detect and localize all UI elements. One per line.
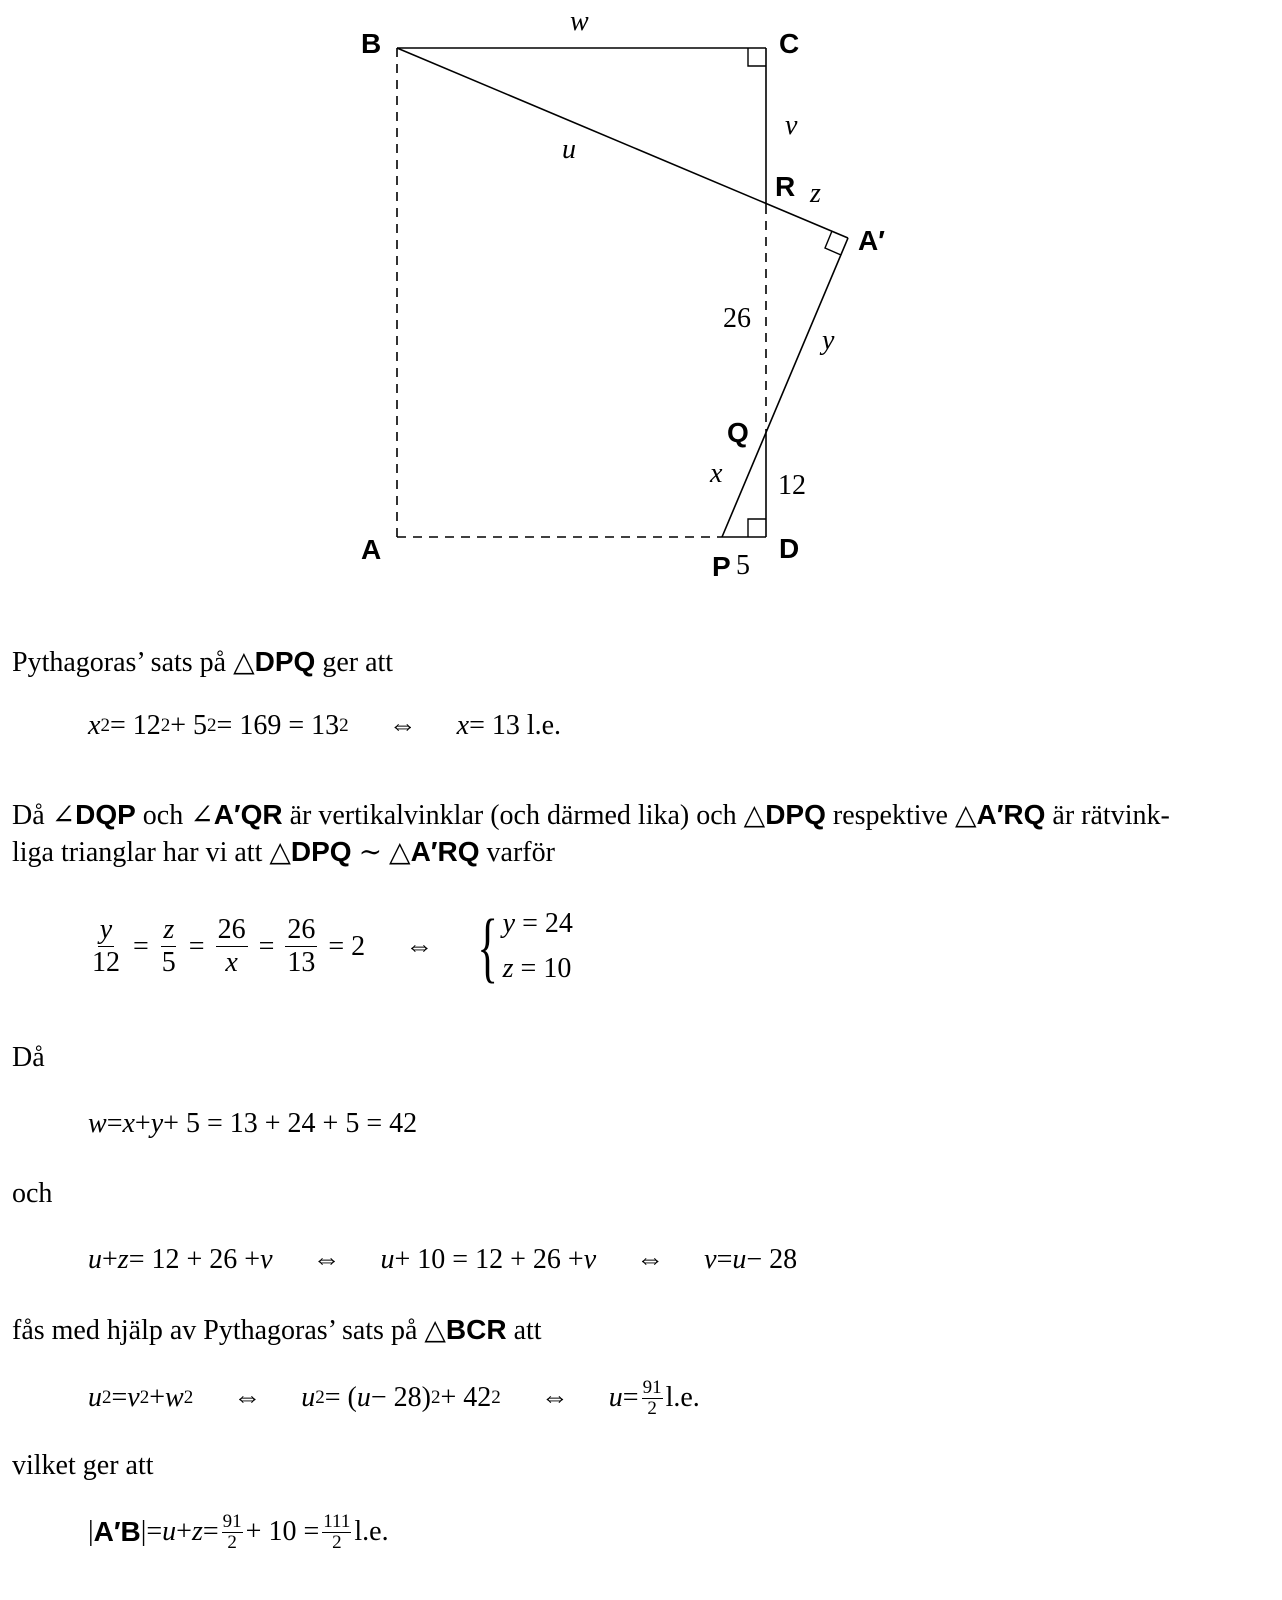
iff-symbol: ⇔ [233,1382,262,1414]
segment-ba-prime [397,48,848,238]
point-r-label: R [775,171,796,202]
var-v: v [583,1244,597,1275]
equation-v [88,1246,797,1274]
var-u: u [88,1244,102,1275]
length-x-label: x [710,458,723,489]
iff-symbol: ⇔ [636,1244,665,1275]
iff-symbol: ⇔ [388,710,417,741]
text-span: ger att [315,647,394,678]
fraction-z-5: $\frac{z}{5}$ [161,914,176,979]
iff-symbol: ⇔ [312,1244,341,1275]
text-span: − 28 [746,1244,798,1275]
var-w: w [165,1382,184,1414]
abs-bar: | [140,1516,147,1548]
var-y: y [150,1108,164,1139]
length-26-label: 26 [723,303,751,334]
triangle-symbol: △ [233,647,255,678]
text-span: + [102,1244,118,1275]
text-span: + [176,1516,192,1548]
var-u: u [380,1244,395,1275]
length-w-label: w [570,6,589,37]
text-span: l.e. [354,1516,389,1548]
angle-aqr: A′QR [213,799,283,830]
segment-ab: A′B [93,1516,141,1548]
fraction-26-13: $\frac{26}{13}$ [287,914,316,979]
point-p-label: P [712,551,731,582]
text-span: = 2 [328,930,366,962]
text-span: + [149,1382,166,1414]
var-u: u [356,1382,371,1414]
text-span: = [146,1516,163,1548]
var-u: u [608,1382,623,1414]
var-x: x [122,1108,135,1139]
fraction-91-2: $\frac{91}{2}$ [222,1511,242,1553]
triangle-bcr: BCR [445,1314,507,1345]
length-12-label: 12 [778,470,806,501]
text-span: + [134,1108,151,1139]
paragraph-da: Då [12,1042,45,1073]
text-span: = 10 [513,952,572,984]
var-z: z [117,1244,129,1275]
point-a-label: A [361,534,382,565]
fraction-26-x: $\frac{26}{x}$ [217,914,246,979]
paragraph-vilket: vilket ger att [12,1450,154,1481]
length-5-label: 5 [736,550,750,581]
equation-x: x 2 = 12 2 + 5 2 = 169 = 13 2 ⇔ x = 13 l.e. [88,710,562,741]
length-u-label: u [562,134,576,165]
text-span: + 42 [440,1382,492,1414]
text-span: Pythagoras’ sats på [12,647,234,678]
text-span: varför [479,837,555,868]
text-span: är rätvink- [1045,800,1170,831]
text-span: Då ∠ [12,800,76,831]
right-angle-c [748,48,766,66]
equation-u: u 2 = v 2 + w 2 ⇔ u 2 = ( u − 28) 2 + 42 2 ⇔ u = $\frac{91}{2}$ l.e. [88,1377,700,1419]
var-v: v [260,1244,273,1275]
var-y: y [502,908,516,939]
var-x: x [456,710,470,741]
text-span: = 13 l.e. [469,710,562,741]
geometry-figure [0,0,1282,610]
text-span: respektive △ [825,800,977,831]
length-v-label: v [785,110,798,141]
var-u: u [301,1382,316,1414]
text-span: + 5 = 13 + 24 + 5 = 42 [163,1108,418,1139]
text-span: ∼ △ [351,837,411,868]
text-span: = 12 [109,710,161,741]
text-span: l.e. [665,1382,700,1414]
abs-bar: | [88,1516,94,1548]
text-span: = [111,1382,128,1414]
triangle-dpq: DPQ [290,836,352,867]
paragraph-och: och [12,1178,53,1209]
iff-symbol: ⇔ [540,1382,569,1414]
triangle-arq: A′RQ [976,799,1046,830]
paragraph-vertical-angles [12,801,1170,830]
angle-dqp: DQP [75,799,136,830]
var-v: v [704,1244,717,1275]
fraction-y-12: $\frac{y}{12}$ [92,914,120,979]
var-v: v [127,1382,140,1414]
triangle-arq: A′RQ [410,836,480,867]
text-span: + 5 [170,710,208,741]
text-span: = 169 = 13 [216,710,340,741]
text-span: är vertikalvinklar (och därmed lika) och △ [282,800,766,831]
right-angle-d [748,519,766,537]
iff-symbol: ⇔ [405,930,434,962]
text-span: + 10 = 12 + 26 + [394,1244,584,1275]
var-u: u [732,1244,747,1275]
triangle-dpq: DPQ [765,799,826,830]
fraction-111-2: $\frac{111}{2}$ [323,1511,351,1553]
text-span: fås med hjälp av Pythagoras’ sats på △ [12,1315,446,1346]
equation-ab-length [88,1512,389,1553]
text-span: = 24 [515,908,573,939]
var-u: u [162,1516,177,1548]
paragraph-pythagoras-dpq [12,648,393,677]
triangle-dpq: DPQ [254,646,316,677]
equation-w [88,1110,417,1138]
equation-system [503,902,573,992]
var-u: u [88,1382,102,1414]
point-c-label: C [779,28,800,59]
text-span: = [106,1108,123,1139]
text-span: liga trianglar har vi att △ [12,837,291,868]
paragraph-similarity [12,838,555,867]
var-x: x [88,710,101,741]
var-w: w [88,1108,107,1139]
text-span: = 12 + 26 + [128,1244,261,1275]
point-d-label: D [779,533,800,564]
length-y-label: y [822,325,835,356]
equation-ratios: $\frac{y}{12}$ = $\frac{z}{5}$ = $\frac{26}{x}$ = $\frac{26}{13}$ = 2 ⇔ { y = 24 z = 10 [92,902,573,990]
text-span: + 10 = [245,1516,320,1548]
text-span: − 28) [370,1382,431,1414]
figure-drawing [0,0,1282,610]
text-span: = [716,1244,733,1275]
point-b-label: B [361,28,382,59]
text-span: = [202,1516,219,1548]
paragraph-pythagoras-bcr [12,1316,542,1345]
length-z-label: z [810,178,821,209]
fraction-91-2: $\frac{91}{2}$ [642,1377,662,1419]
point-q-label: Q [727,417,749,448]
var-z: z [502,952,514,984]
text-span: och ∠ [135,800,214,831]
point-a-prime-label: A′ [858,225,885,256]
var-z: z [191,1516,203,1548]
text-span: = ( [324,1382,357,1414]
brace-symbol: { [477,902,499,990]
text-span: = [622,1382,639,1414]
text-span: att [506,1315,542,1346]
